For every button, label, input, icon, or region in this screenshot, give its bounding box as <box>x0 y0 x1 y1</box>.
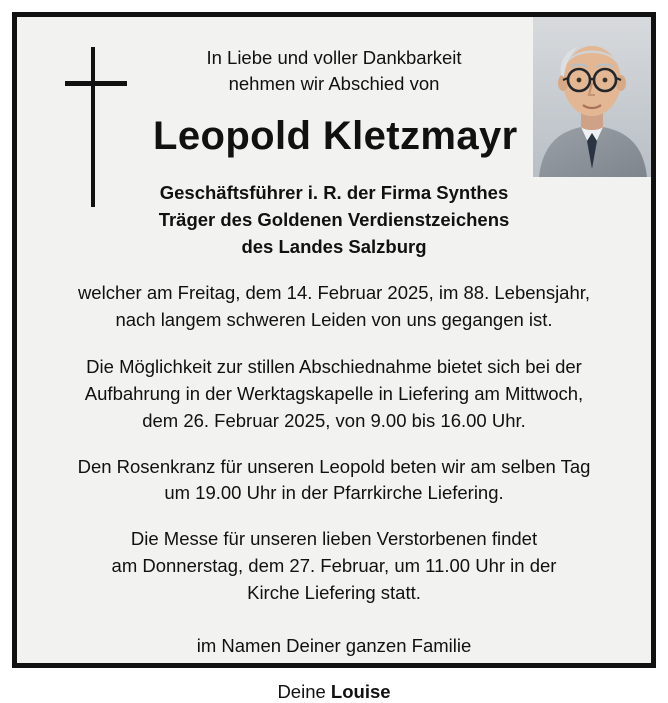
paragraph-rosary-line-2: um 19.00 Uhr in der Pfarrkirche Liefering. <box>164 482 504 504</box>
cross-vertical-bar <box>91 47 95 207</box>
title-line-2: Träger des Goldenen Verdienstzeichens <box>158 208 510 230</box>
paragraph-mass <box>43 526 625 606</box>
signature-prefix: Deine <box>277 681 331 703</box>
cross-icon <box>65 47 127 207</box>
notice-inner <box>17 17 651 703</box>
paragraph-viewing-line-1: Die Möglichkeit zur stillen Abschiednahme bietet sich bei der <box>86 356 582 378</box>
cross-horizontal-bar <box>65 81 127 86</box>
signature <box>43 681 625 703</box>
paragraph-mass-line-3: Kirche Liefering statt. <box>247 581 421 603</box>
deceased-name: Leopold Kletzmayr <box>153 114 518 159</box>
title-line-1: Geschäftsführer i. R. der Firma Synthes <box>159 182 509 204</box>
paragraph-death-line-1: welcher am Freitag, dem 14. Februar 2025, im 88. Lebensjahr, <box>77 282 591 304</box>
paragraph-rosary <box>43 454 625 508</box>
paragraph-viewing-line-3: dem 26. Februar 2025, von 9.00 bis 16.00 Uhr. <box>142 409 526 431</box>
paragraph-death-line-2: nach langem schweren Leiden von uns gegangen ist. <box>115 309 553 331</box>
intro-line-2: nehmen wir Abschied von <box>228 72 440 94</box>
portrait-photo <box>533 17 651 177</box>
intro-line-1: In Liebe und voller Dankbarkeit <box>206 47 462 68</box>
titles-block <box>43 180 625 260</box>
closing-line: im Namen Deiner ganzen Familie <box>196 634 472 656</box>
paragraph-viewing <box>43 354 625 434</box>
paragraph-rosary-line-1: Den Rosenkranz für unseren Leopold beten wir am selben Tag <box>77 455 591 477</box>
notice-frame <box>12 12 656 703</box>
paragraph-death <box>43 280 625 334</box>
signature-name: Louise <box>330 681 391 703</box>
paragraph-viewing-line-2: Aufbahrung in der Werktagskapelle in Liefering am Mittwoch, <box>84 382 584 404</box>
paragraph-mass-line-1: Die Messe für unseren lieben Verstorbenen findet <box>130 528 538 550</box>
title-line-3: des Landes Salzburg <box>241 235 427 257</box>
paragraph-mass-line-2: am Donnerstag, dem 27. Februar, um 11.00 Uhr in der <box>111 554 557 576</box>
